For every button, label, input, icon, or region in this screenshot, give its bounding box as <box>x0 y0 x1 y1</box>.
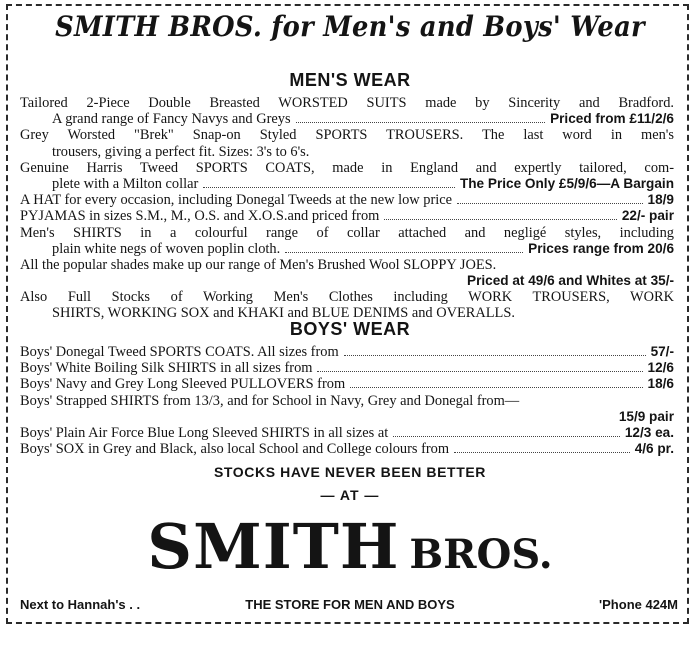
suits-price: Priced from £11/2/6 <box>550 111 674 127</box>
sloppy-joes-price: Priced at 49/6 and Whites at 35/- <box>467 273 674 289</box>
hat-price: 18/9 <box>647 192 674 208</box>
trousers-sizes-line: trousers, giving a perfect fit. Sizes: 3's to 6's. <box>52 143 310 160</box>
stocks-banner: STOCKS HAVE NEVER BEEN BETTER <box>213 464 487 480</box>
item-text: Boys' SOX in Grey and Black, also local School and College colours from <box>20 441 450 458</box>
work-clothes-line-2: SHIRTS, WORKING SOX and KHAKI and BLUE DENIMS and OVERALLS. <box>52 305 515 322</box>
leader-dots <box>344 345 646 356</box>
leader-dots <box>457 193 642 204</box>
leader-dots <box>393 426 620 437</box>
footer-slogan: THE STORE FOR MEN AND BOYS <box>245 597 455 612</box>
list-item <box>20 344 674 360</box>
pyjamas-price: 22/- pair <box>621 208 674 224</box>
coats-price: The Price Only £5/9/6—A Bargain <box>459 175 674 191</box>
item-price: 18/6 <box>647 376 674 392</box>
headline: SMITH BROS. for Men's and Boys' Wear <box>55 10 645 43</box>
footer-location: Next to Hannah's . . <box>20 597 141 612</box>
leader-dots <box>285 242 523 253</box>
leader-dots <box>317 361 642 372</box>
leader-dots <box>454 442 630 453</box>
leader-dots <box>384 209 616 220</box>
logo-bros: BROS. <box>409 531 553 578</box>
coats-price-line <box>20 176 674 192</box>
coats-collar-text: plete with a Milton collar <box>52 175 199 192</box>
hat-line <box>20 192 674 208</box>
list-item <box>20 376 674 392</box>
item-text: Boys' Plain Air Force Blue Long Sleeved SHIRTS in all sizes at <box>20 424 389 441</box>
shirts-price: Prices range from 20/6 <box>528 240 674 256</box>
leader-dots <box>350 377 642 388</box>
item-price: 12/6 <box>647 360 674 376</box>
mens-wear-title: MEN'S WEAR <box>289 70 411 90</box>
list-item <box>20 441 674 457</box>
leader-dots <box>203 177 455 188</box>
strapped-shirts-line: Boys' Strapped SHIRTS from 13/3, and for School in Navy, Grey and Donegal from— <box>20 392 520 409</box>
boys-wear-section <box>20 344 674 457</box>
at-line: — AT — <box>320 487 380 503</box>
item-price: 4/6 pr. <box>634 441 674 457</box>
trousers-line: Grey Worsted "Brek" Snap-on Styled SPORTS TROUSERS. The last word in men's <box>20 127 674 144</box>
item-price: 57/- <box>650 344 674 359</box>
suits-range-text: A grand range of Fancy Navys and Greys <box>52 111 291 128</box>
item-text: Boys' White Boiling Silk SHIRTS in all sizes from <box>20 360 313 377</box>
mens-wear-section <box>20 95 674 322</box>
pyjamas-line <box>20 208 674 224</box>
strapped-shirts-price: 15/9 pair <box>618 408 674 424</box>
leader-dots <box>296 112 545 123</box>
item-text: Boys' Navy and Grey Long Sleeved PULLOVERS from <box>20 376 346 393</box>
work-clothes-line: Also Full Stocks of Working Men's Clothes including WORK TROUSERS, WORK <box>20 289 674 306</box>
logo-smith: SMITH <box>147 510 400 583</box>
suits-price-line <box>20 111 674 127</box>
shirts-poplin-text: plain white negs of woven poplin cloth. <box>52 240 281 257</box>
list-item <box>20 425 674 441</box>
pyjamas-text: PYJAMAS in sizes S.M., M., O.S. and X.O.S.and priced from <box>20 208 380 225</box>
store-logo <box>0 510 700 583</box>
footer-phone: 'Phone 424M <box>599 597 678 612</box>
boys-wear-title: BOYS' WEAR <box>289 319 411 339</box>
shirts-line: Men's SHIRTS in a colourful range of collar attached and negligé styles, including <box>20 224 674 241</box>
item-price: 12/3 ea. <box>624 424 674 440</box>
coats-line: Genuine Harris Tweed SPORTS COATS, made in England and expertly tailored, com- <box>20 159 674 176</box>
sloppy-joes-line: All the popular shades make up our range of Men's Brushed Wool SLOPPY JOES. <box>20 256 497 273</box>
list-item <box>20 360 674 376</box>
item-text: Boys' Donegal Tweed SPORTS COATS. All sizes from <box>20 344 339 360</box>
shirts-price-line <box>20 241 674 257</box>
hat-text: A HAT for every occasion, including Donegal Tweeds at the new low price <box>20 192 453 209</box>
suits-line: Tailored 2-Piece Double Breasted WORSTED SUITS made by Sincerity and Bradford. <box>20 95 674 111</box>
